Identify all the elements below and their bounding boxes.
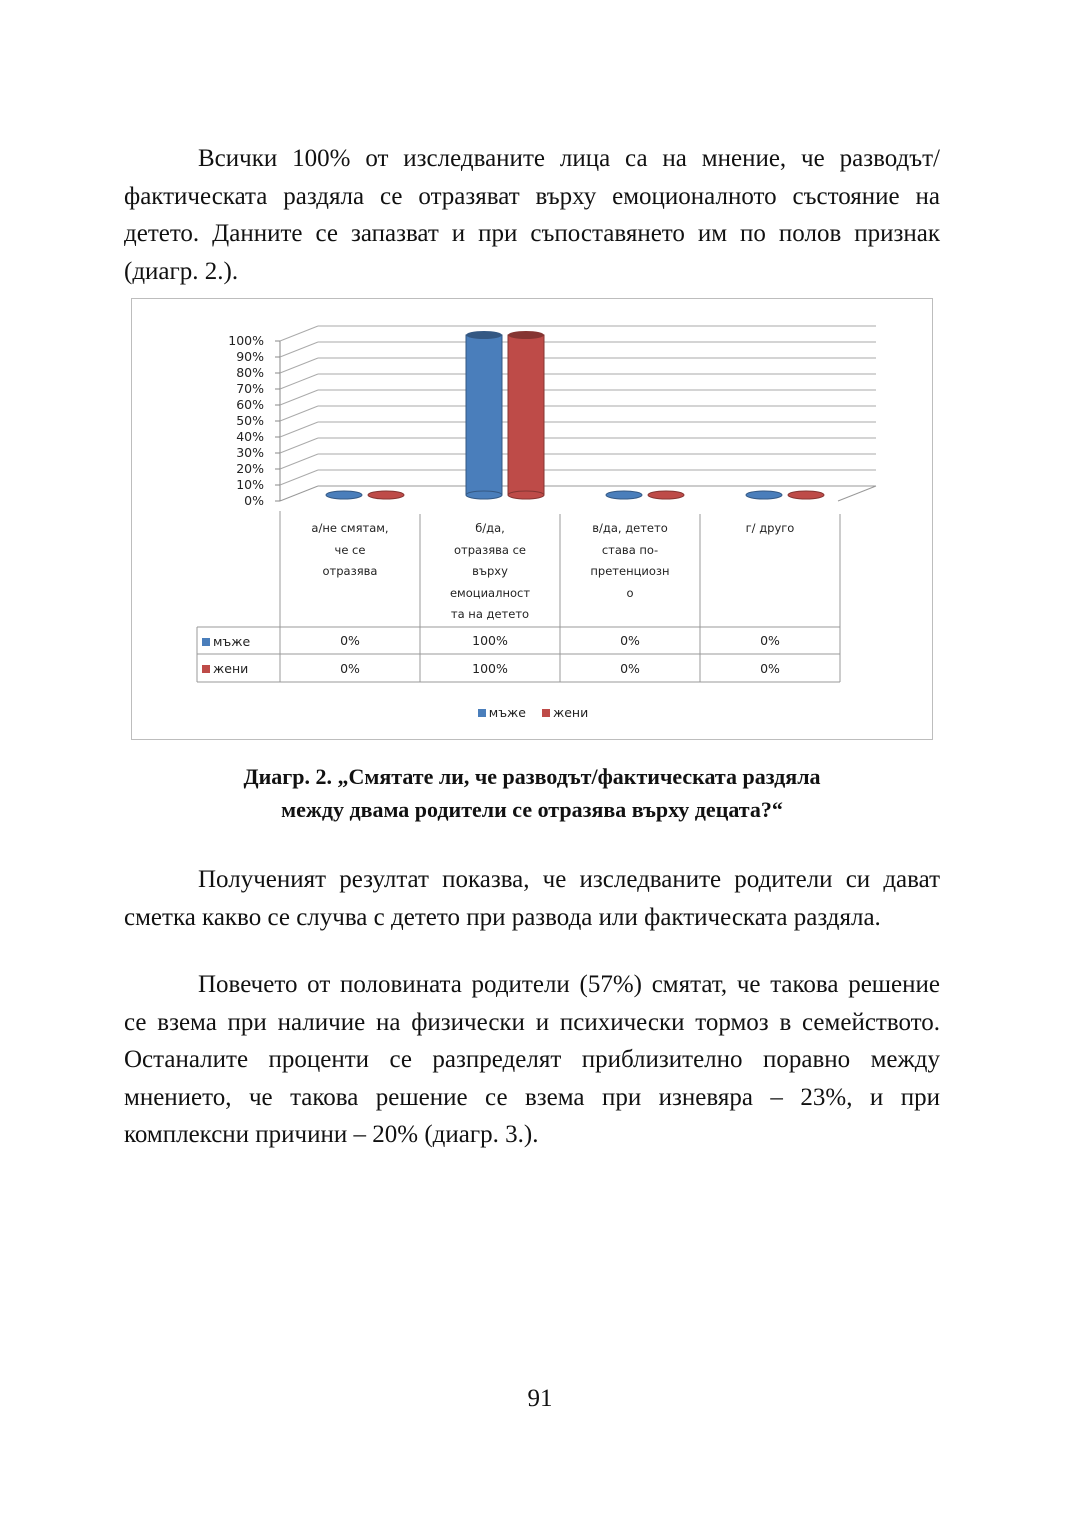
legend-women-swatch-icon <box>542 709 550 717</box>
table-value-жени: 100% <box>472 661 508 676</box>
bar-мъже-1 <box>466 335 502 495</box>
bar-top-жени-1 <box>508 331 544 339</box>
category-label-line: че се <box>334 542 366 557</box>
gridline-diagonal <box>280 454 318 469</box>
bar-жени-2 <box>648 491 684 499</box>
category-label <box>280 518 420 583</box>
category-label-line: върху <box>472 564 508 579</box>
bar-жени-3 <box>788 491 824 499</box>
chart-container <box>131 298 933 740</box>
table-value-мъже: 0% <box>620 633 640 648</box>
y-tick-label: 0% <box>244 493 264 508</box>
gridline-diagonal <box>280 438 318 453</box>
bar-жени-1 <box>508 335 544 495</box>
bar-bottom-мъже-1 <box>466 491 502 499</box>
table-value-мъже: 0% <box>760 633 780 648</box>
men-swatch-icon <box>202 638 210 646</box>
gridline-diagonal <box>280 374 318 389</box>
category-label-line: в/да, детето <box>592 521 668 535</box>
category-label-line: отразява се <box>454 542 526 557</box>
gridline-diagonal <box>280 326 318 341</box>
women-swatch-icon <box>202 665 210 673</box>
category-label-line: емоциалност <box>449 585 531 600</box>
bar-мъже-2 <box>606 491 642 499</box>
floor-left-edge <box>280 486 318 501</box>
gridline-diagonal <box>280 390 318 405</box>
category-label-line: о <box>626 585 634 600</box>
legend-item-women: жени <box>542 705 588 720</box>
y-tick-label: 40% <box>236 429 264 444</box>
category-label <box>560 518 700 604</box>
chart-legend <box>132 705 934 720</box>
category-label-line: претенциозн <box>590 564 670 579</box>
y-tick-label: 60% <box>236 397 264 412</box>
y-tick-label: 50% <box>236 413 264 428</box>
bar-мъже-3 <box>746 491 782 499</box>
gridline-diagonal <box>280 406 318 421</box>
table-series-women: жени <box>202 661 248 676</box>
table-value-жени: 0% <box>620 661 640 676</box>
gridline-diagonal <box>280 358 318 373</box>
floor-right-edge <box>838 486 876 501</box>
bar-top-мъже-1 <box>466 331 502 339</box>
category-label-line: става по- <box>601 542 659 557</box>
table-series-men: мъже <box>202 634 250 649</box>
category-label-line: г/ друго <box>745 521 795 535</box>
y-tick-label: 90% <box>236 349 264 364</box>
y-tick-label: 80% <box>236 365 264 380</box>
table-value-жени: 0% <box>760 661 780 676</box>
y-tick-label: 70% <box>236 381 264 396</box>
category-label-line: та на детето <box>450 607 530 622</box>
y-tick-label: 30% <box>236 445 264 460</box>
gridline-diagonal <box>280 422 318 437</box>
caption-line-1: Диагр. 2. „Смятате ли, че разводът/фактическата раздяла <box>243 764 821 789</box>
bar-мъже-0 <box>326 491 362 499</box>
legend-men-swatch-icon <box>478 709 486 717</box>
category-label-line: а/не смятам, <box>311 521 389 535</box>
y-tick-label: 20% <box>236 461 264 476</box>
table-value-жени: 0% <box>340 661 360 676</box>
gridline-diagonal <box>280 470 318 485</box>
category-label-line: б/да, <box>475 521 505 535</box>
paragraph-2: Полученият резултат показва, че изследваните родители си дават сметка какво се случва с детето при развода или фактическата раздяла. <box>124 866 940 931</box>
page-number: 91 <box>527 1385 553 1412</box>
caption-line-2: между двама родители се отразява върху децата?“ <box>281 797 783 822</box>
y-tick-label: 100% <box>228 333 264 348</box>
paragraph-1: Всички 100% от изследваните лица са на мнение, че разводът/ фактическата раздяла се отразяват върху емоционалното състояние на детето. Данните се запазват и при съпоставянето им по полов признак (диагр. 2.). <box>124 145 940 285</box>
gridline-diagonal <box>280 342 318 357</box>
table-value-мъже: 100% <box>472 633 508 648</box>
paragraph-3: Повечето от половината родители (57%) смятат, че такова решение се взема при наличие на физически и психически тормоз в семейството. Останалите проценти се разпределят приблизително поравно между мнението, че такова решение се взема при изневяра – 23%, и при комплексни причини – 20% (диагр. 3.). <box>124 971 940 1148</box>
table-value-мъже: 0% <box>340 633 360 648</box>
bar-bottom-жени-1 <box>508 491 544 499</box>
category-label-line: отразява <box>322 564 378 579</box>
bar-жени-0 <box>368 491 404 499</box>
category-label <box>420 518 560 626</box>
y-tick-label: 10% <box>236 477 264 492</box>
legend-item-men: мъже <box>478 705 526 720</box>
category-label <box>700 518 840 540</box>
